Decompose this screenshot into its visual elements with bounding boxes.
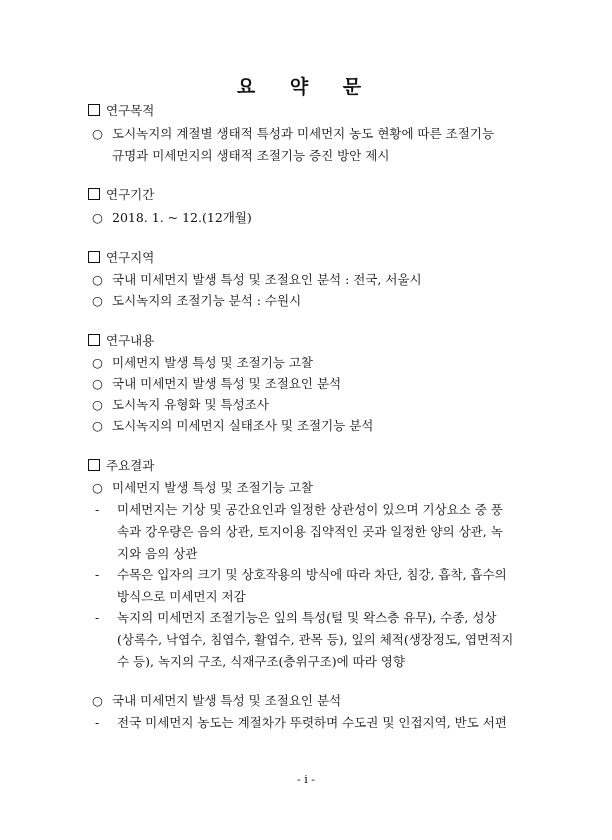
dash-continuation: 수 등), 녹지의 구조, 식재구조(층위구조)에 따라 영향 (117, 654, 405, 669)
circle-bullet: ○ (92, 126, 103, 141)
dash-continuation: 지와 음의 상관 (117, 546, 198, 561)
square-box-icon (88, 104, 100, 116)
bullet-item: ○ 국내 미세먼지 발생 특성 및 조절요인 분석 (92, 376, 342, 391)
circle-bullet: ○ (92, 693, 103, 708)
bullet-item: ○ 국내 미세먼지 발생 특성 및 조절요인 분석 : 전국, 서울시 (92, 272, 422, 287)
dash-bullet: - (95, 567, 100, 582)
circle-bullet: ○ (92, 376, 103, 391)
circle-bullet: ○ (92, 210, 103, 225)
square-box-icon (88, 251, 100, 263)
bullet-item: ○ 도시녹지의 조절기능 분석 : 수원시 (92, 293, 302, 308)
bullet-item: ○ 국내 미세먼지 발생 특성 및 조절요인 분석 (92, 693, 342, 708)
square-box-icon (88, 188, 100, 200)
dash-continuation: 속과 강우량은 음의 상관, 토지이용 집약적인 곳과 일정한 양의 상관, 녹 (117, 524, 503, 539)
circle-bullet: ○ (92, 397, 103, 412)
dash-item: - 녹지의 미세먼지 조절기능은 잎의 특성(털 및 왁스층 유무), 수종, 성상 (95, 610, 497, 625)
square-box-icon (88, 334, 100, 346)
bullet-continuation: 규명과 미세먼지의 생태적 조절기능 증진 방안 제시 (112, 148, 390, 163)
dash-bullet: - (95, 715, 100, 730)
page-number: - i - (297, 773, 315, 786)
dash-item: - 전국 미세먼지 농도는 계절차가 뚜렷하며 수도권 및 인접지역, 반도 서편 (95, 715, 507, 730)
circle-bullet: ○ (92, 272, 103, 287)
dash-continuation: (상록수, 낙엽수, 침엽수, 활엽수, 관목 등), 잎의 체적(생장정도, 엽면적지 (117, 632, 514, 647)
bullet-item: ○ 미세먼지 발생 특성 및 조절기능 고찰 (92, 355, 313, 370)
section-heading-period: 연구기간 (88, 187, 154, 203)
circle-bullet: ○ (92, 418, 103, 433)
section-heading-content: 연구내용 (88, 333, 154, 349)
circle-bullet: ○ (92, 355, 103, 370)
circle-bullet: ○ (92, 293, 103, 308)
bullet-item: ○ 도시녹지의 미세먼지 실태조사 및 조절기능 분석 (92, 418, 374, 433)
dash-bullet: - (95, 610, 100, 625)
dash-item: - 수목은 입자의 크기 및 상호작용의 방식에 따라 차단, 침강, 흡착, 흡수의 (95, 567, 507, 582)
bullet-item: ○ 도시녹지 유형화 및 특성조사 (92, 397, 269, 412)
section-heading-area: 연구지역 (88, 250, 154, 266)
dash-item: - 미세먼지는 기상 및 공간요인과 일정한 상관성이 있으며 기상요소 중 풍 (95, 502, 503, 517)
bullet-item: ○ 2018. 1. ~ 12.(12개월) (92, 210, 252, 225)
circle-bullet: ○ (92, 480, 103, 495)
bullet-item: ○ 도시녹지의 계절별 생태적 특성과 미세먼지 농도 현황에 따른 조절기능 (92, 126, 494, 141)
section-heading-purpose: 연구목적 (88, 103, 154, 119)
dash-bullet: - (95, 502, 100, 517)
dash-continuation: 방식으로 미세먼지 저감 (117, 589, 246, 604)
square-box-icon (88, 459, 100, 471)
section-heading-results: 주요결과 (88, 458, 154, 474)
page-title: 요 약 문 (236, 76, 376, 98)
bullet-item: ○ 미세먼지 발생 특성 및 조절기능 고찰 (92, 480, 313, 495)
